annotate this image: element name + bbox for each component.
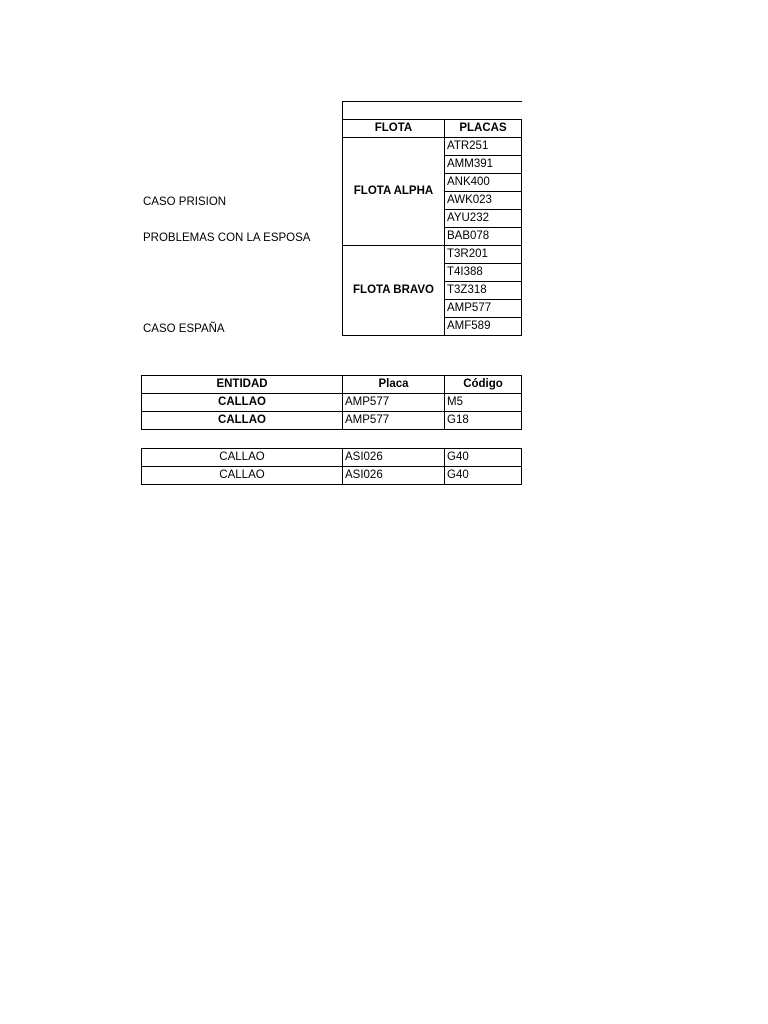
fleet-group-alpha: FLOTA ALPHA [343,138,445,246]
entity-cell: CALLAO [142,449,343,467]
entity-cell: CALLAO [142,467,343,485]
fleet-title-row [343,102,522,120]
fleet-table [342,101,522,336]
table-row [142,467,522,485]
table-row [343,246,522,264]
placa-cell: AMP577 [343,412,445,430]
header-placas: PLACAS [445,120,522,138]
header-placa: Placa [343,376,445,394]
plate-cell: T3Z318 [445,282,522,300]
header-codigo: Código [445,376,522,394]
plate-cell: BAB078 [445,228,522,246]
codigo-cell: G40 [445,467,522,485]
plate-cell: ATR251 [445,138,522,156]
placa-cell: AMP577 [343,394,445,412]
label-problemas-esposa: PROBLEMAS CON LA ESPOSA [143,232,311,244]
plate-cell: T4I388 [445,264,522,282]
fleet-group-bravo: FLOTA BRAVO [343,246,445,336]
header-flota: FLOTA [343,120,445,138]
placa-cell: ASI026 [343,467,445,485]
plate-cell: T3R201 [445,246,522,264]
entity-cell: CALLAO [142,412,343,430]
entity-table-2 [141,448,522,485]
plate-cell: AYU232 [445,210,522,228]
table-row [142,449,522,467]
plate-cell: ANK400 [445,174,522,192]
codigo-cell: G40 [445,449,522,467]
fleet-header-row [343,120,522,138]
plate-cell: AMF589 [445,318,522,336]
plate-cell: AMP577 [445,300,522,318]
fleet-title-cell [343,102,522,120]
entity-header-row [142,376,522,394]
entity-table-1 [141,375,522,430]
plate-cell: AWK023 [445,192,522,210]
table-row [343,138,522,156]
header-entidad: ENTIDAD [142,376,343,394]
placa-cell: ASI026 [343,449,445,467]
table-row [142,412,522,430]
plate-cell: AMM391 [445,156,522,174]
table-row [142,394,522,412]
codigo-cell: M5 [445,394,522,412]
codigo-cell: G18 [445,412,522,430]
label-caso-espana: CASO ESPAÑA [143,323,225,335]
entity-cell: CALLAO [142,394,343,412]
label-caso-prision: CASO PRISION [143,196,227,208]
